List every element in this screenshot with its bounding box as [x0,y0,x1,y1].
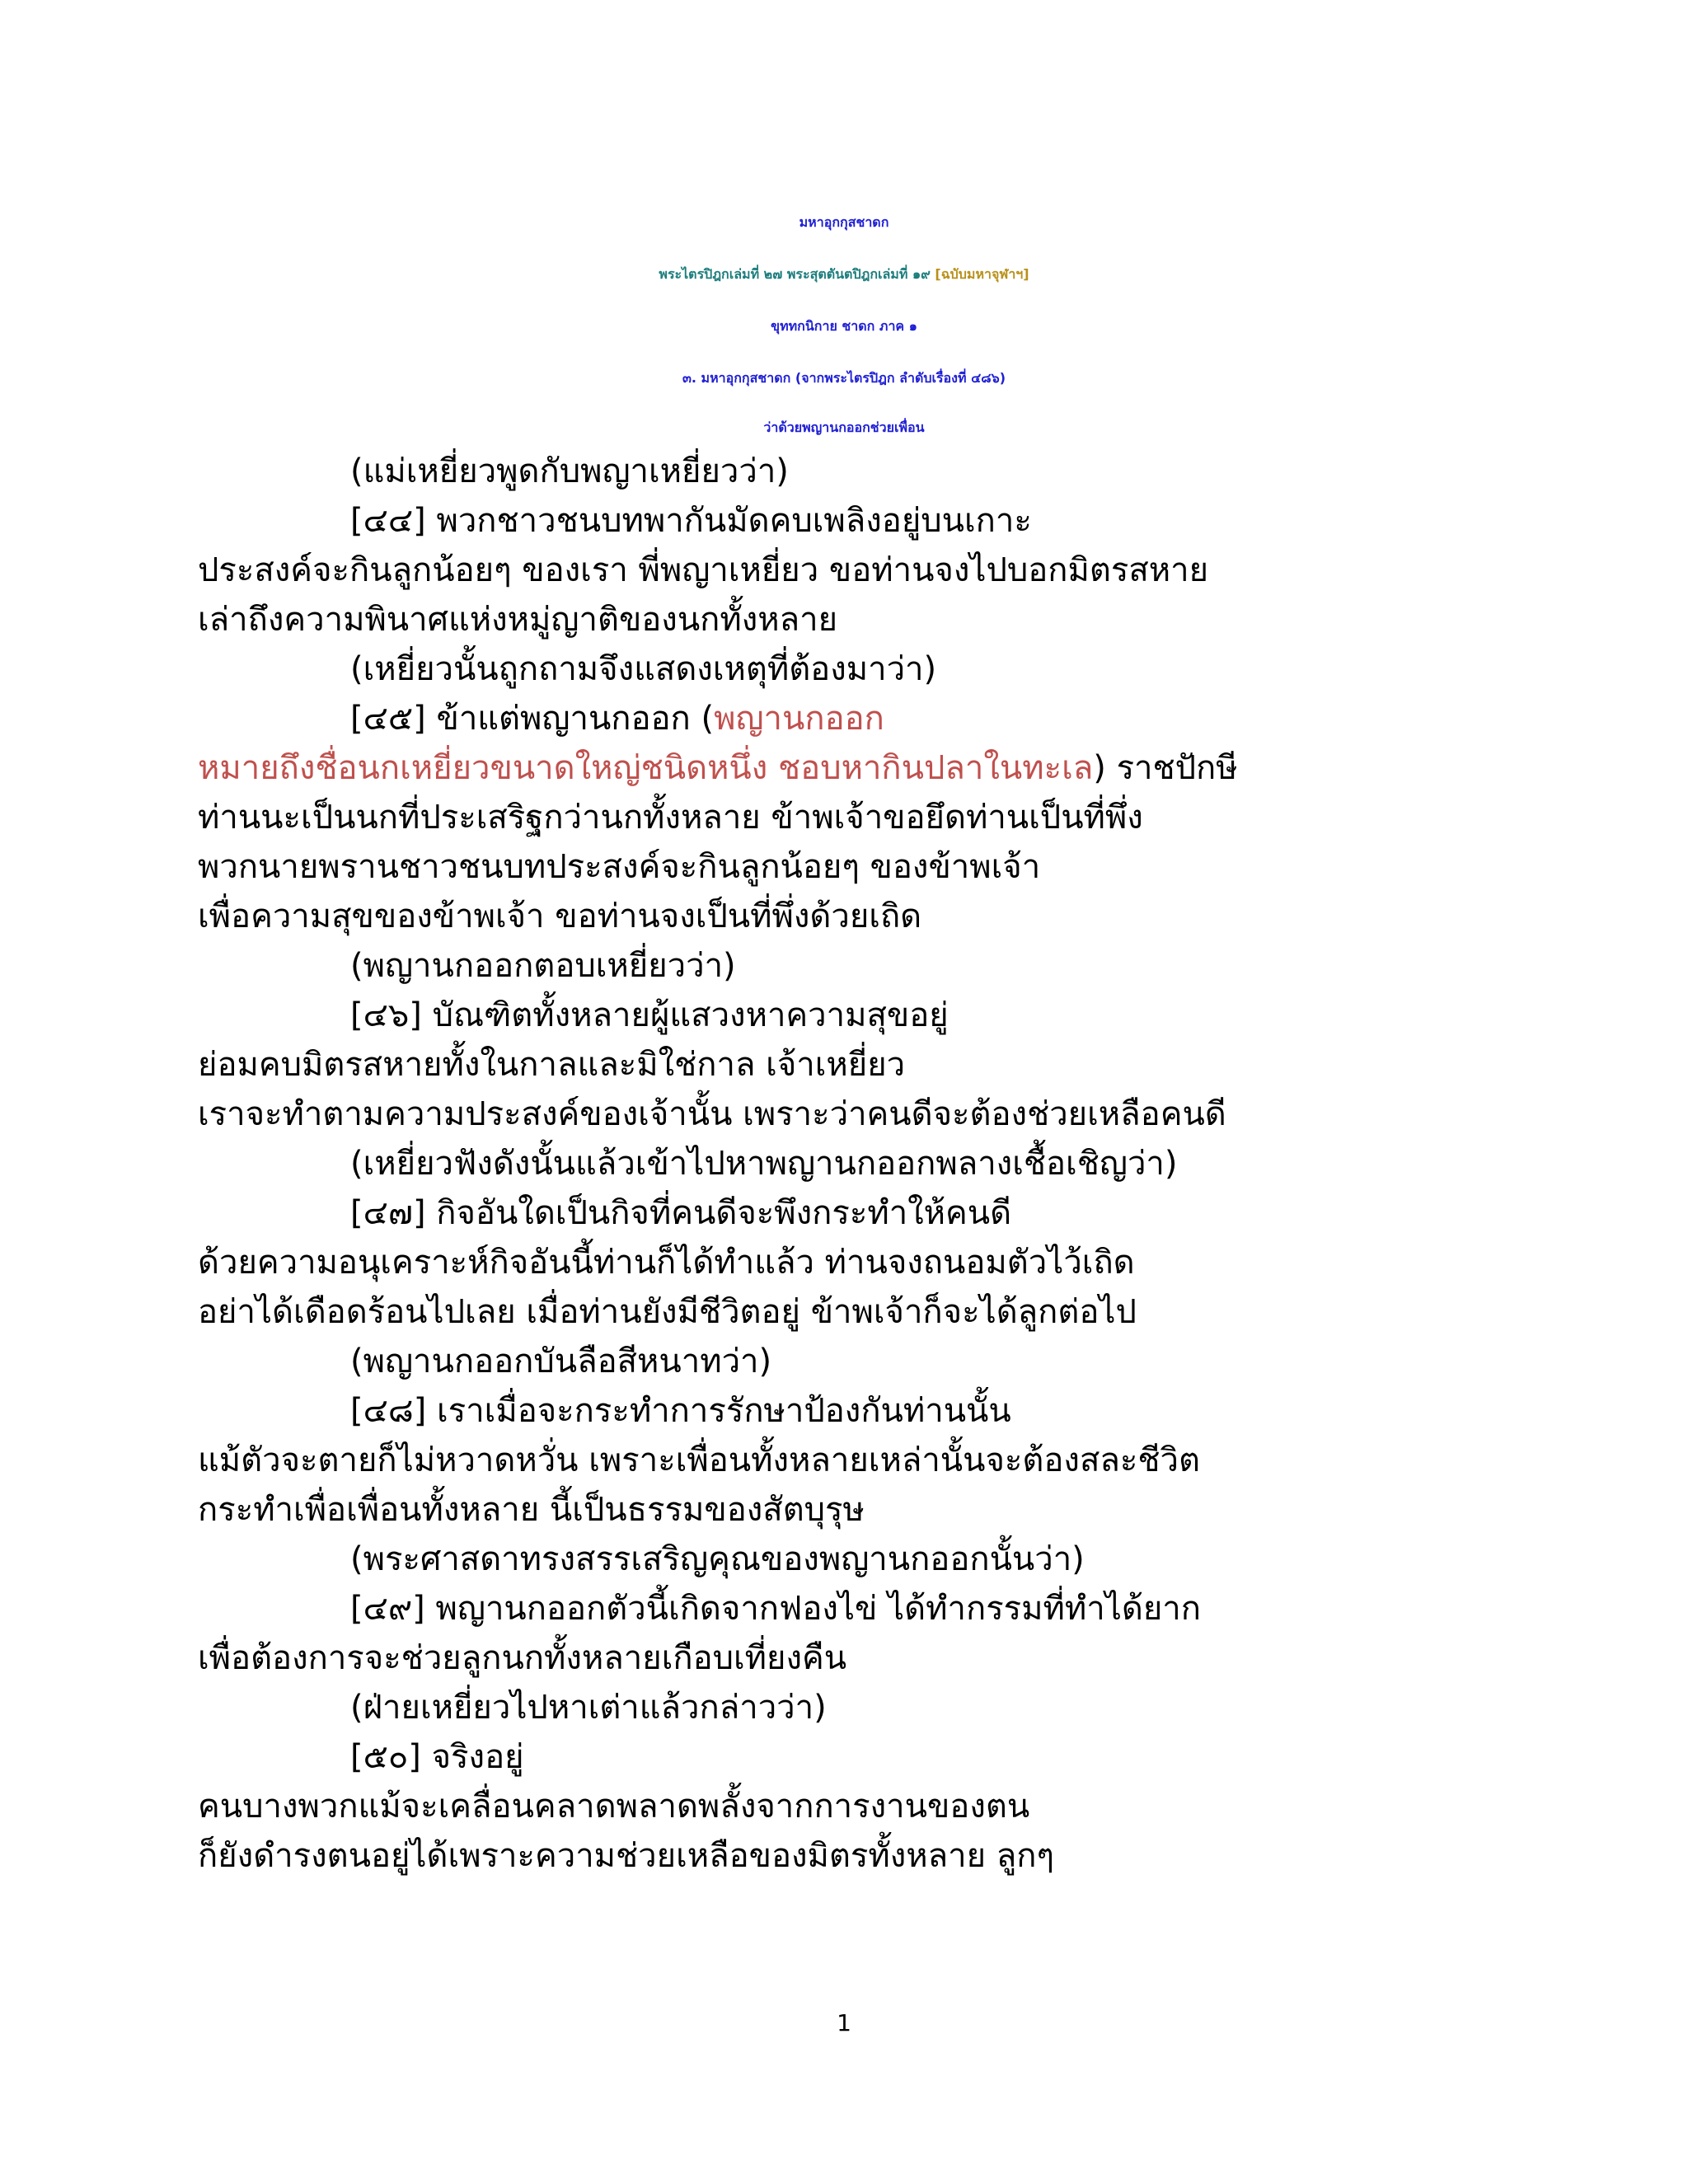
body-line: (เหยี่ยวนั้นถูกถามจึงแสดงเหตุที่ต้องมาว่า) [350,650,937,688]
body-line: (แม่เหยี่ยวพูดกับพญาเหยี่ยวว่า) [350,452,789,490]
title: มหาอุกกุสชาดก [799,214,889,230]
note-close-text: ) ราชปักษี [1093,749,1238,787]
verse-47: [๔๗] กิจอันใดเป็นกิจที่คนดีจะพึงกระทำให้คนดี [350,1194,1012,1232]
body-line: เพื่อต้องการจะช่วยลูกนกทั้งหลายเกือบเที่ยงคืน [198,1639,847,1677]
body-line: (เหยี่ยวฟังดังนั้นแล้วเข้าไปหาพญานกออกพลางเชื้อเชิญว่า) [350,1145,1178,1183]
verse-46: [๔๖] บัณฑิตทั้งหลายผู้แสวงหาความสุขอยู่ [350,996,949,1034]
verse-45-text: [๔๕] ข้าแต่พญานกออก ( [350,700,715,738]
body-line: ประสงค์จะกินลูกน้อยๆ ของเรา พี่พญาเหยี่ยว ขอท่านจงไปบอกมิตรสหาย [198,551,1209,589]
verse-44: [๔๔] พวกชาวชนบทพากันมัดคบเพลิงอยู่บนเกาะ [350,502,1032,540]
body-line: เราจะทำตามความประสงค์ของเจ้านั้น เพราะว่าคนดีจะต้องช่วยเหลือคนดี [198,1095,1226,1133]
body-line: ด้วยความอนุเคราะห์กิจอันนี้ท่านก็ได้ทำแล้ว ท่านจงถนอมตัวไว้เถิด [198,1244,1135,1282]
body-line: (พญานกออกตอบเหยี่ยวว่า) [350,947,736,985]
body-line: (พระศาสดาทรงสรรเสริญคุณของพญานกออกนั้นว่า) [350,1540,1085,1578]
verse-45 [350,694,884,743]
body-line: กระทำเพื่อเพื่อนทั้งหลาย นี้เป็นธรรมของสัตบุรุษ [198,1491,865,1529]
body-line: เพื่อความสุขของข้าพเจ้า ขอท่านจงเป็นที่พึ่งด้วยเถิด [198,898,922,935]
body-line: คนบางพวกแม้จะเคลื่อนคลาดพลาดพลั้งจากการงานของตน [198,1788,1030,1825]
verse-45-note: พญานกออก [714,700,884,738]
body-line: ท่านนะเป็นนกที่ประเสริฐกว่านกทั้งหลาย ข้าพเจ้าขอยึดท่านเป็นที่พึ่ง [198,799,1143,837]
body-line: พวกนายพรานชาวชนบทประสงค์จะกินลูกน้อยๆ ของข้าพเจ้า [198,848,1041,886]
body-line: (ฝ่ายเหยี่ยวไปหาเต่าแล้วกล่าวว่า) [350,1689,827,1727]
body-line [198,743,1238,793]
body-line: ก็ยังดำรงตนอยู่ได้เพราะความช่วยเหลือของมิตรทั้งหลาย ลูกๆ [198,1837,1054,1875]
body-line: ย่อมคบมิตรสหายทั้งในกาลและมิใช่กาล เจ้าเหยี่ยว [198,1046,906,1084]
collection-line: ขุททกนิกาย ชาดก ภาค ๑ [771,318,917,334]
body-line: (พญานกออกบันลือสีหนาทว่า) [350,1343,772,1380]
explanatory-note: หมายถึงชื่อนกเหยี่ยวขนาดใหญ่ชนิดหนึ่ง ชอบหากินปลาในทะเล [198,749,1094,787]
page-number: 1 [837,2009,851,2036]
verse-49: [๔๙] พญานกออกตัวนี้เกิดจากฟองไข่ ได้ทำกรรมที่ทำได้ยาก [350,1590,1201,1628]
body-line: เล่าถึงความพินาศแห่งหมู่ญาติของนกทั้งหลาย [198,601,838,639]
volume-line [0,250,1688,299]
verse-50: [๕๐] จริงอยู่ [350,1738,524,1776]
verse-48: [๔๘] เราเมื่อจะกระทำการรักษาป้องกันท่านนั้น [350,1392,1011,1430]
story-title: ๓. มหาอุกกุสชาดก (จากพระไตรปิฎก ลำดับเรื่องที่ ๔๘๖) [682,370,1006,386]
body-line: อย่าได้เดือดร้อนไปเลย เมื่อท่านยังมีชีวิตอยู่ ข้าพเจ้าก็จะได้ลูกต่อไป [198,1293,1137,1331]
story-subtitle: ว่าด้วยพญานกออกช่วยเพื่อน [763,419,925,435]
body-line: แม้ตัวจะตายก็ไม่หวาดหวั่น เพราะเพื่อนทั้งหลายเหล่านั้นจะต้องสละชีวิต [198,1441,1200,1479]
volume-reference: พระไตรปิฎกเล่มที่ ๒๗ พระสุตตันตปิฎกเล่มที่ ๑๙ [659,266,935,282]
edition-label: [ฉบับมหาจุฬาฯ] [935,266,1029,282]
